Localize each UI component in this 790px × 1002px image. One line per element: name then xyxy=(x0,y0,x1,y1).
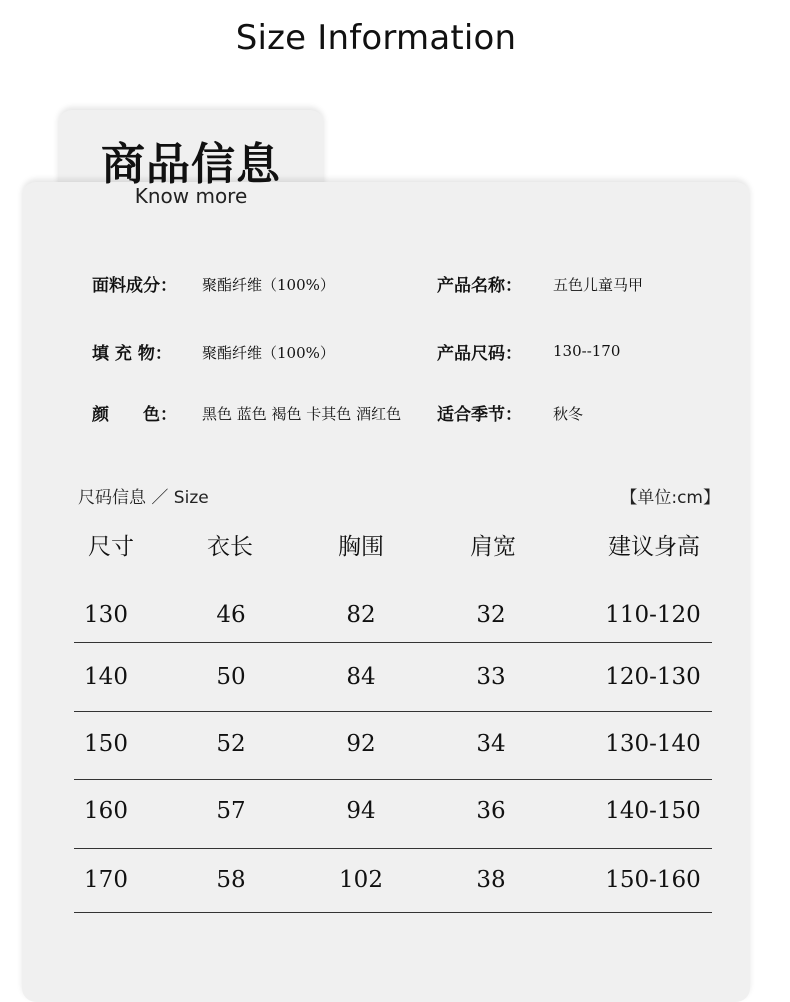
table-cell-chest: 82 xyxy=(346,602,376,628)
card-heading: 商品信息 xyxy=(101,139,281,190)
table-cell-chest: 92 xyxy=(346,731,376,757)
table-cell-shoulder: 34 xyxy=(476,731,506,757)
table-cell-size: 160 xyxy=(84,798,128,824)
table-cell-height: 140-150 xyxy=(605,798,701,824)
table-cell-length: 58 xyxy=(216,867,246,893)
fabric-value: 聚酯纤维（100%） xyxy=(202,276,335,294)
season-label: 适合季节： xyxy=(437,405,522,425)
product-name-value: 五色儿童马甲 xyxy=(553,276,644,294)
table-cell-length: 52 xyxy=(216,731,246,757)
table-cell-length: 46 xyxy=(216,602,246,628)
table-header-size: 尺寸 xyxy=(88,534,134,560)
size-table-unit: 【单位:cm】 xyxy=(620,488,720,508)
table-cell-shoulder: 38 xyxy=(476,867,506,893)
table-cell-shoulder: 32 xyxy=(476,602,506,628)
fabric-label: 面料成分： xyxy=(92,276,177,296)
card-subheading: Know more xyxy=(134,184,248,208)
table-cell-shoulder: 36 xyxy=(476,798,506,824)
color-label: 颜 色： xyxy=(92,405,177,425)
size-table-caption: 尺码信息 ／ Size xyxy=(78,488,209,508)
table-cell-height: 110-120 xyxy=(605,602,701,628)
table-cell-size: 150 xyxy=(84,731,128,757)
table-header-shoulder: 肩宽 xyxy=(470,534,516,560)
table-cell-chest: 102 xyxy=(339,867,383,893)
table-row-divider xyxy=(74,711,712,712)
table-header-chest: 胸围 xyxy=(338,534,384,560)
table-cell-chest: 84 xyxy=(346,664,376,690)
table-row-divider xyxy=(74,912,712,913)
product-name-label: 产品名称： xyxy=(437,276,522,296)
filling-label: 填 充 物： xyxy=(92,344,172,364)
table-cell-length: 57 xyxy=(216,798,246,824)
table-row-divider xyxy=(74,779,712,780)
table-row-divider xyxy=(74,642,712,643)
table-cell-length: 50 xyxy=(216,664,246,690)
product-size-value: 130--170 xyxy=(553,342,621,360)
table-header-length: 衣长 xyxy=(207,534,253,560)
table-cell-height: 120-130 xyxy=(605,664,701,690)
table-header-height: 建议身高 xyxy=(608,534,700,560)
table-cell-chest: 94 xyxy=(346,798,376,824)
table-row-divider xyxy=(74,848,712,849)
color-value: 黑色 蓝色 褐色 卡其色 酒红色 xyxy=(202,405,402,423)
page-title: Size Information xyxy=(235,18,517,58)
table-cell-height: 130-140 xyxy=(605,731,701,757)
table-cell-shoulder: 33 xyxy=(476,664,506,690)
table-cell-size: 170 xyxy=(84,867,128,893)
table-cell-size: 140 xyxy=(84,664,128,690)
product-size-label: 产品尺码： xyxy=(437,344,522,364)
filling-value: 聚酯纤维（100%） xyxy=(202,344,335,362)
season-value: 秋冬 xyxy=(553,405,584,423)
table-cell-height: 150-160 xyxy=(605,867,701,893)
table-cell-size: 130 xyxy=(84,602,128,628)
